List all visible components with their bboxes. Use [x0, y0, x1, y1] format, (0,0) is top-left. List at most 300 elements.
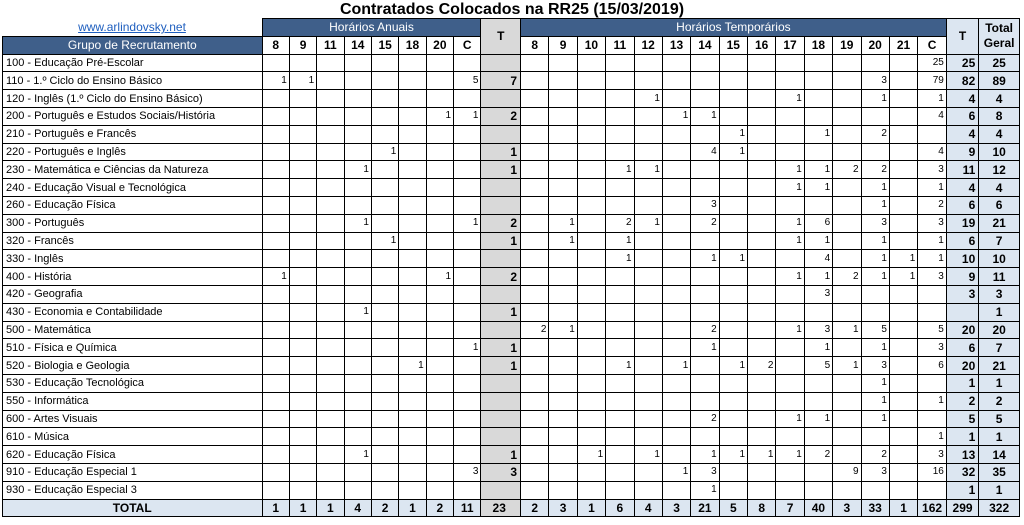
temp-cell [889, 374, 917, 392]
temp-cell: 1 [634, 90, 662, 108]
temp-cell [549, 54, 577, 72]
temp-cell [606, 428, 634, 446]
anuais-cell [454, 321, 481, 339]
total-anuais-cell: 1 [289, 499, 316, 517]
anuais-cell [454, 161, 481, 179]
temp-cell [776, 72, 804, 90]
header-horarios-temporarios: Horários Temporários [521, 19, 947, 37]
temp-cell [577, 107, 605, 125]
temp-cell [719, 428, 747, 446]
anuais-cell [454, 428, 481, 446]
temp-cell: 3 [918, 446, 947, 464]
temp-total-cell [946, 303, 978, 321]
anuais-cell [344, 481, 371, 499]
temp-col-header: 13 [662, 36, 690, 54]
total-geral-cell: 5 [979, 410, 1020, 428]
temp-cell [719, 214, 747, 232]
table-row [3, 125, 1020, 143]
anuais-cell [344, 179, 371, 197]
temp-cell [634, 196, 662, 214]
anuais-cell [344, 250, 371, 268]
anuais-cell [344, 285, 371, 303]
anuais-cell [344, 90, 371, 108]
temp-cell [748, 214, 776, 232]
temp-cell [577, 72, 605, 90]
anuais-cell [317, 232, 344, 250]
temp-cell [549, 179, 577, 197]
anuais-col-header: 15 [371, 36, 398, 54]
anuais-cell [371, 90, 398, 108]
temp-col-header: 11 [606, 36, 634, 54]
temp-cell [521, 463, 549, 481]
anuais-cell [371, 357, 398, 375]
temp-cell [691, 303, 719, 321]
temp-cell [691, 268, 719, 286]
anuais-cell [454, 179, 481, 197]
anuais-cell [344, 321, 371, 339]
temp-cell [606, 446, 634, 464]
anuais-cell [426, 428, 453, 446]
table-row [3, 143, 1020, 161]
temp-cell [691, 392, 719, 410]
temp-cell: 1 [861, 90, 889, 108]
anuais-cell [262, 463, 289, 481]
anuais-total-cell: 7 [481, 72, 521, 90]
temp-cell [662, 161, 690, 179]
site-link[interactable]: www.arlindovsky.net [3, 19, 263, 37]
temp-col-header: 19 [833, 36, 861, 54]
temp-cell [662, 339, 690, 357]
temp-cell: 1 [606, 161, 634, 179]
temp-cell [521, 250, 549, 268]
temp-cell [521, 232, 549, 250]
anuais-cell: 1 [262, 268, 289, 286]
temp-total-cell: 10 [946, 250, 978, 268]
total-temp-cell: 33 [861, 499, 889, 517]
anuais-cell [262, 250, 289, 268]
temp-cell: 2 [833, 161, 861, 179]
temp-cell [521, 285, 549, 303]
anuais-cell [289, 357, 316, 375]
temp-cell [577, 179, 605, 197]
temp-cell [606, 410, 634, 428]
anuais-cell [262, 446, 289, 464]
total-geral-cell: 4 [979, 179, 1020, 197]
anuais-cell: 1 [426, 107, 453, 125]
temp-cell [549, 72, 577, 90]
temp-cell [861, 107, 889, 125]
temp-cell [634, 428, 662, 446]
temp-cell: 1 [577, 446, 605, 464]
temp-cell [748, 303, 776, 321]
anuais-cell [262, 339, 289, 357]
temp-cell [662, 143, 690, 161]
temp-cell: 1 [804, 232, 832, 250]
temp-cell: 3 [861, 214, 889, 232]
temp-cell: 1 [804, 339, 832, 357]
temp-cell [662, 428, 690, 446]
temp-cell [634, 179, 662, 197]
anuais-cell [289, 143, 316, 161]
grupo-cell: 230 - Matemática e Ciências da Natureza [3, 161, 263, 179]
temp-cell [861, 303, 889, 321]
temp-cell [577, 481, 605, 499]
temp-cell: 1 [719, 357, 747, 375]
temp-cell [748, 72, 776, 90]
temp-cell [833, 107, 861, 125]
temp-cell [549, 107, 577, 125]
temp-cell: 1 [889, 268, 917, 286]
temp-cell [549, 125, 577, 143]
temp-cell [691, 125, 719, 143]
temp-cell [521, 179, 549, 197]
temp-cell [719, 179, 747, 197]
temp-cell [691, 285, 719, 303]
temp-cell [521, 107, 549, 125]
temp-cell [634, 339, 662, 357]
temp-cell: 2 [521, 321, 549, 339]
anuais-total-cell [481, 54, 521, 72]
total-geral-cell: 10 [979, 250, 1020, 268]
temp-cell [833, 214, 861, 232]
temp-cell [521, 268, 549, 286]
temp-cell: 2 [804, 446, 832, 464]
temp-cell: 5 [861, 321, 889, 339]
table-row [3, 410, 1020, 428]
anuais-total-cell [481, 428, 521, 446]
temp-cell [521, 357, 549, 375]
anuais-cell [344, 268, 371, 286]
temp-cell: 1 [804, 161, 832, 179]
temp-cell [634, 72, 662, 90]
temp-cell [804, 392, 832, 410]
temp-cell [889, 339, 917, 357]
temp-cell: 1 [918, 392, 947, 410]
anuais-cell [371, 392, 398, 410]
anuais-cell [371, 179, 398, 197]
anuais-cell [344, 196, 371, 214]
temp-cell [748, 232, 776, 250]
total-temp-cell: 5 [719, 499, 747, 517]
temp-cell: 1 [606, 250, 634, 268]
temp-col-header: 10 [577, 36, 605, 54]
anuais-cell [289, 232, 316, 250]
anuais-cell [454, 392, 481, 410]
total-geral-cell: 14 [979, 446, 1020, 464]
temp-cell [719, 161, 747, 179]
anuais-cell [289, 285, 316, 303]
anuais-total-cell [481, 285, 521, 303]
temp-cell [662, 232, 690, 250]
temp-cell [577, 250, 605, 268]
anuais-cell [399, 268, 426, 286]
anuais-cell [317, 410, 344, 428]
temp-cell [634, 392, 662, 410]
grupo-cell: 510 - Física e Química [3, 339, 263, 357]
anuais-cell [262, 481, 289, 499]
temp-cell [776, 339, 804, 357]
temp-cell [549, 392, 577, 410]
temp-cell: 4 [918, 143, 947, 161]
temp-cell [889, 392, 917, 410]
temp-cell [549, 285, 577, 303]
total-temp-cell: 7 [776, 499, 804, 517]
anuais-cell [317, 125, 344, 143]
temp-cell [691, 54, 719, 72]
total-temp-cell: 3 [662, 499, 690, 517]
temp-cell: 1 [606, 232, 634, 250]
temp-cell [861, 54, 889, 72]
temp-col-header: 12 [634, 36, 662, 54]
anuais-cell [262, 161, 289, 179]
temp-cell [577, 321, 605, 339]
anuais-cell [371, 463, 398, 481]
grupo-cell: 400 - História [3, 268, 263, 286]
temp-cell [606, 268, 634, 286]
anuais-cell [262, 321, 289, 339]
total-temp-cell: 4 [634, 499, 662, 517]
temp-cell: 2 [861, 125, 889, 143]
anuais-cell [317, 428, 344, 446]
temp-cell [606, 392, 634, 410]
anuais-cell [317, 481, 344, 499]
temp-cell: 2 [691, 410, 719, 428]
anuais-col-header: C [454, 36, 481, 54]
temp-total-cell: 1 [946, 374, 978, 392]
anuais-cell [344, 392, 371, 410]
temp-cell: 1 [861, 232, 889, 250]
temp-cell: 1 [918, 250, 947, 268]
anuais-cell [454, 481, 481, 499]
temp-cell [804, 143, 832, 161]
anuais-total-cell [481, 374, 521, 392]
temp-total-cell: 9 [946, 268, 978, 286]
anuais-cell [289, 179, 316, 197]
anuais-cell [317, 107, 344, 125]
anuais-col-header: 11 [317, 36, 344, 54]
temp-cell: 1 [549, 232, 577, 250]
total-geral-cell: 4 [979, 125, 1020, 143]
anuais-cell [399, 481, 426, 499]
anuais-cell [371, 285, 398, 303]
temp-cell [889, 428, 917, 446]
temp-cell [662, 374, 690, 392]
temp-cell: 1 [833, 357, 861, 375]
anuais-cell [262, 285, 289, 303]
anuais-cell [399, 303, 426, 321]
anuais-cell [426, 161, 453, 179]
total-temp-cell: 21 [691, 499, 719, 517]
total-geral-cell: 21 [979, 214, 1020, 232]
table-row [3, 196, 1020, 214]
temp-cell [634, 357, 662, 375]
anuais-cell [399, 339, 426, 357]
temp-cell [776, 392, 804, 410]
temp-cell [691, 90, 719, 108]
grupo-cell: 200 - Português e Estudos Sociais/História [3, 107, 263, 125]
anuais-cell [344, 107, 371, 125]
temp-cell [606, 339, 634, 357]
anuais-total-cell: 1 [481, 303, 521, 321]
temp-cell [804, 72, 832, 90]
grupo-cell: 620 - Educação Física [3, 446, 263, 464]
temp-cell: 3 [918, 339, 947, 357]
temp-total-cell: 6 [946, 196, 978, 214]
temp-cell [748, 196, 776, 214]
temp-cell: 1 [691, 481, 719, 499]
anuais-cell [426, 374, 453, 392]
anuais-cell [317, 54, 344, 72]
temp-total-cell: 1 [946, 428, 978, 446]
temp-cell [833, 232, 861, 250]
anuais-cell [371, 72, 398, 90]
temp-cell [577, 428, 605, 446]
temp-cell [577, 232, 605, 250]
grupo-cell: 320 - Francês [3, 232, 263, 250]
anuais-cell [317, 339, 344, 357]
anuais-cell [317, 72, 344, 90]
anuais-cell [317, 303, 344, 321]
grupo-cell: 600 - Artes Visuais [3, 410, 263, 428]
temp-cell [719, 285, 747, 303]
anuais-cell [371, 125, 398, 143]
temp-cell [748, 285, 776, 303]
temp-cell [662, 268, 690, 286]
temp-cell [662, 446, 690, 464]
temp-cell [549, 428, 577, 446]
total-label: TOTAL [3, 499, 263, 517]
temp-cell [861, 143, 889, 161]
temp-cell: 9 [833, 463, 861, 481]
temp-cell [889, 232, 917, 250]
temp-cell [634, 481, 662, 499]
temp-cell: 1 [861, 196, 889, 214]
temp-cell [577, 392, 605, 410]
temp-cell [577, 268, 605, 286]
anuais-cell [289, 392, 316, 410]
temp-cell [748, 143, 776, 161]
anuais-cell [426, 446, 453, 464]
temp-cell [549, 196, 577, 214]
temp-cell: 1 [634, 446, 662, 464]
temp-cell: 1 [918, 428, 947, 446]
anuais-cell [454, 303, 481, 321]
temp-cell [521, 214, 549, 232]
placements-table [2, 18, 1020, 517]
temp-cell: 1 [861, 339, 889, 357]
anuais-col-header: 14 [344, 36, 371, 54]
total-geral-cell: 35 [979, 463, 1020, 481]
temp-cell [521, 374, 549, 392]
temp-cell: 4 [918, 107, 947, 125]
temp-cell [662, 392, 690, 410]
total-geral-cell: 12 [979, 161, 1020, 179]
temp-cell: 2 [606, 214, 634, 232]
temp-cell [833, 446, 861, 464]
temp-cell: 1 [606, 357, 634, 375]
temp-cell [719, 107, 747, 125]
temp-cell [577, 357, 605, 375]
temp-total-cell: 20 [946, 357, 978, 375]
anuais-cell [371, 161, 398, 179]
anuais-cell [289, 410, 316, 428]
temp-cell: 1 [776, 446, 804, 464]
temp-cell [549, 339, 577, 357]
temp-cell [606, 303, 634, 321]
total-temp-sum: 299 [946, 499, 978, 517]
table-row [3, 374, 1020, 392]
temp-cell: 1 [918, 90, 947, 108]
grupo-cell: 420 - Geografia [3, 285, 263, 303]
grupo-cell: 530 - Educação Tecnológica [3, 374, 263, 392]
temp-cell: 3 [861, 72, 889, 90]
anuais-cell: 1 [262, 72, 289, 90]
temp-cell [861, 285, 889, 303]
anuais-cell [317, 463, 344, 481]
temp-cell [634, 54, 662, 72]
temp-cell [549, 481, 577, 499]
temp-cell [889, 303, 917, 321]
temp-cell [748, 179, 776, 197]
anuais-cell [399, 90, 426, 108]
temp-col-header: 18 [804, 36, 832, 54]
anuais-cell [426, 410, 453, 428]
temp-total-cell: 11 [946, 161, 978, 179]
anuais-cell [454, 446, 481, 464]
anuais-cell [371, 339, 398, 357]
grupo-cell: 550 - Informática [3, 392, 263, 410]
temp-cell [549, 90, 577, 108]
anuais-cell [289, 125, 316, 143]
temp-cell: 1 [889, 250, 917, 268]
anuais-cell [289, 463, 316, 481]
anuais-cell [399, 232, 426, 250]
anuais-cell [454, 268, 481, 286]
grupo-cell: 520 - Biologia e Geologia [3, 357, 263, 375]
total-geral-cell: 25 [979, 54, 1020, 72]
anuais-col-header: 18 [399, 36, 426, 54]
temp-cell [776, 143, 804, 161]
temp-cell: 1 [719, 125, 747, 143]
temp-cell [549, 268, 577, 286]
temp-cell [804, 54, 832, 72]
header-total-line1: Total [985, 21, 1014, 36]
grupo-cell: 220 - Português e Inglês [3, 143, 263, 161]
table-row [3, 285, 1020, 303]
temp-cell: 3 [918, 161, 947, 179]
anuais-cell [371, 374, 398, 392]
anuais-cell [317, 285, 344, 303]
anuais-cell [344, 339, 371, 357]
temp-cell [804, 481, 832, 499]
temp-cell [691, 374, 719, 392]
temp-cell [719, 410, 747, 428]
header-total-geral [979, 19, 1020, 55]
temp-col-header: 15 [719, 36, 747, 54]
total-geral-cell: 21 [979, 357, 1020, 375]
anuais-cell [399, 392, 426, 410]
temp-cell: 1 [861, 268, 889, 286]
temp-cell [521, 446, 549, 464]
anuais-cell: 1 [371, 143, 398, 161]
temp-cell [691, 232, 719, 250]
temp-cell: 5 [918, 321, 947, 339]
temp-cell [776, 125, 804, 143]
temp-cell [521, 125, 549, 143]
anuais-cell [371, 268, 398, 286]
temp-cell [776, 107, 804, 125]
temp-cell [606, 54, 634, 72]
